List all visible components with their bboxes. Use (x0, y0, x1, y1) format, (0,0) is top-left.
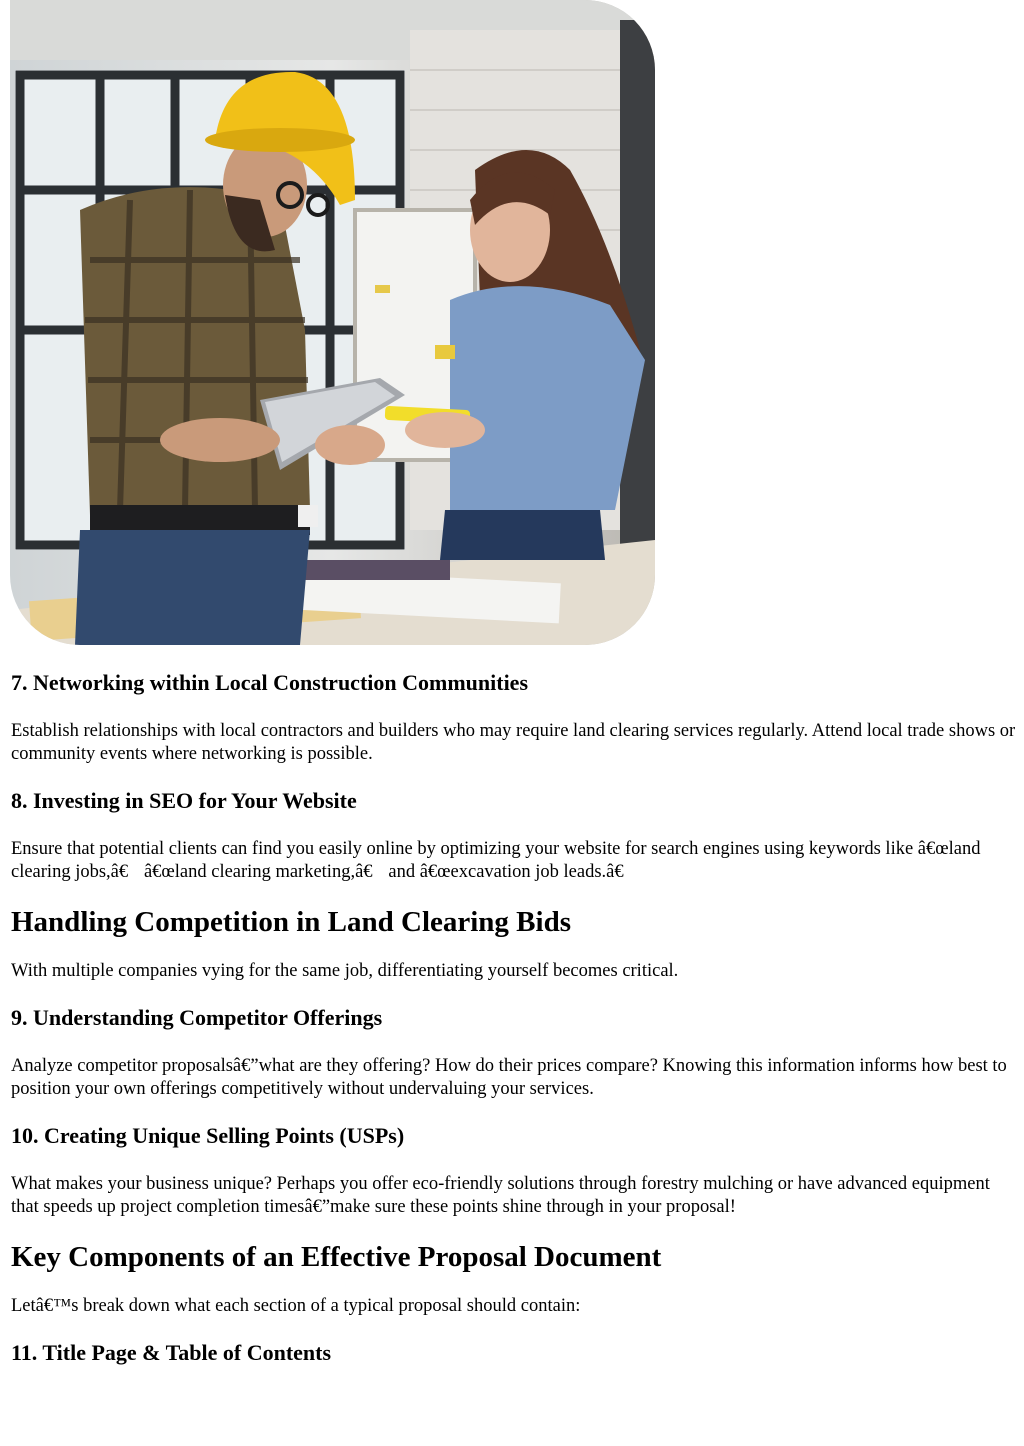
heading-usps: 10. Creating Unique Selling Points (USPs) (11, 1123, 405, 1148)
paragraph-networking: Establish relationships with local contractors and builders who may require land clearing services regularly. Attend local trade shows or community events where networking is possible. (11, 721, 1016, 764)
paragraph-competition-intro: With multiple companies vying for the same job, differentiating yourself becomes critical. (11, 961, 679, 981)
heading-networking: 7. Networking within Local Construction Communities (11, 670, 529, 695)
construction-consultation-photo-icon (10, 0, 655, 645)
heading-key-components: Key Components of an Effective Proposal Document (11, 1241, 662, 1273)
article-content (11, 668, 1016, 1390)
hero-photo (10, 0, 655, 645)
heading-seo: 8. Investing in SEO for Your Website (11, 788, 357, 813)
heading-handling-competition: Handling Competition in Land Clearing Bids (11, 906, 571, 938)
heading-title-page: 11. Title Page & Table of Contents (11, 1340, 332, 1365)
paragraph-seo: Ensure that potential clients can find you easily online by optimizing your website for search engines using keywords like â€œland clearing jobs,â€ â€œland clearing marketing,â€ and â€œexcavation job leads.â€ (11, 839, 981, 882)
paragraph-key-components-intro: Letâ€™s break down what each section of a typical proposal should contain: (11, 1296, 581, 1316)
paragraph-usps: What makes your business unique? Perhaps you offer eco-friendly solutions through forestry mulching or have advanced equipment that speeds up project completion timesâ€”make sure these points shine through in your proposal! (11, 1174, 990, 1217)
heading-competitor-offerings: 9. Understanding Competitor Offerings (11, 1005, 383, 1030)
paragraph-competitor-offerings: Analyze competitor proposalsâ€”what are they offering? How do their prices compare? Knowing this information informs how best to position your own offerings competitively without undervaluing your services. (11, 1056, 1007, 1099)
